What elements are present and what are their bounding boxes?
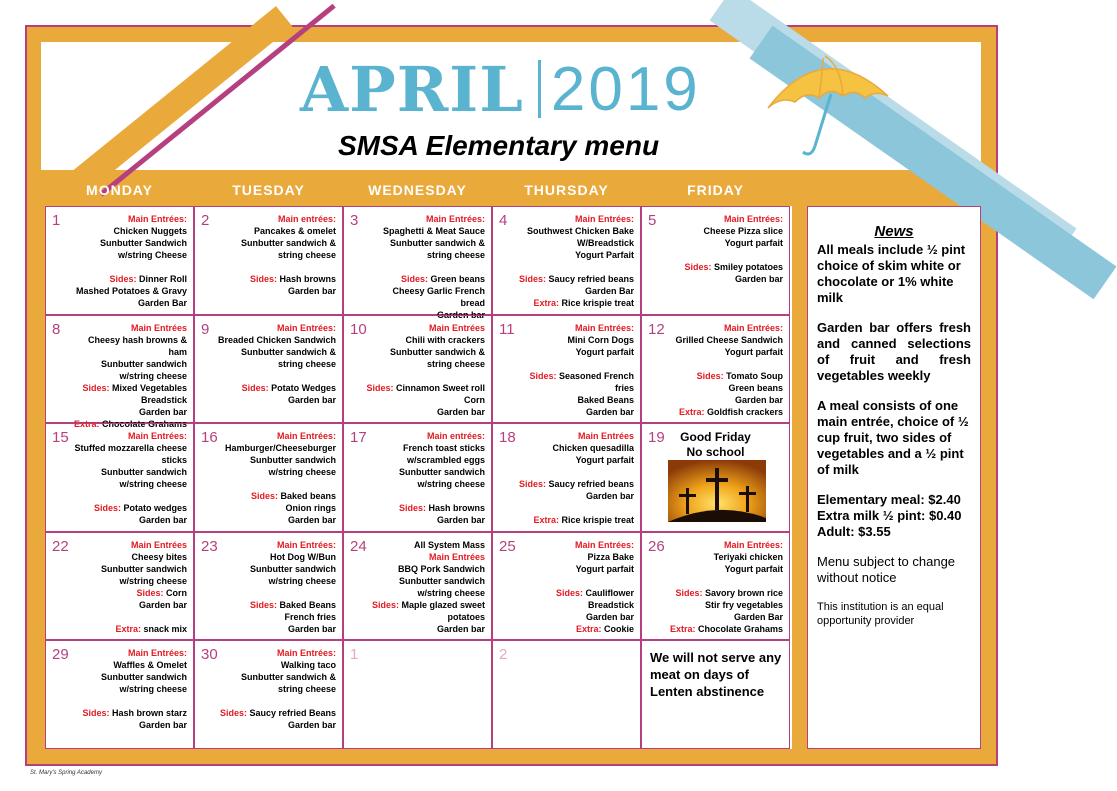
day-number: 4: [499, 212, 508, 229]
menu-item: Cheese Pizza slice: [703, 226, 783, 236]
menu-items: [664, 322, 783, 418]
menu-item: Garden Bar: [733, 611, 783, 622]
category-label: Sides:: [675, 587, 703, 598]
menu-item: French fries: [284, 611, 336, 622]
menu-item: [68, 502, 187, 514]
menu-item: Chicken quesadilla: [552, 443, 634, 454]
entree-label: Main Entrées: [577, 431, 634, 442]
day-cell: [194, 640, 343, 749]
spacer: [515, 502, 634, 514]
category-label: Sides:: [518, 479, 546, 490]
menu-item: Chicken Nuggets: [113, 226, 187, 236]
entree-label: Main entrées:: [426, 431, 485, 442]
menu-item: [366, 382, 485, 394]
menu-items: [515, 430, 634, 526]
category-label: Extra:: [533, 298, 559, 308]
weekday-wednesday: WEDNESDAY: [368, 182, 467, 198]
spacer: [217, 370, 336, 382]
day-number: 26: [648, 537, 665, 555]
menu-item-text: Tomato Soup: [723, 370, 783, 381]
menu-item: Sunbutter sandwich w/string cheese: [249, 455, 336, 478]
day-number: 5: [648, 212, 657, 229]
spacer: [366, 261, 485, 273]
menu-item: [366, 599, 485, 623]
menu-item: [515, 587, 634, 599]
menu-item: [664, 587, 783, 599]
price-extra-milk: Extra milk ½ pint: $0.40: [817, 508, 962, 523]
menu-item: Garden bar: [138, 515, 187, 526]
category-label: Extra:: [115, 623, 141, 634]
menu-item-text: Cauliflower: [582, 587, 634, 598]
category-label: Sides:: [82, 382, 110, 393]
menu-item: Pizza Bake: [587, 551, 634, 562]
menu-item: French toast sticks w/scrambled eggs: [402, 443, 485, 466]
menu-items: [366, 322, 485, 418]
menu-item-text: Hash browns: [276, 274, 336, 284]
category-label: Sides:: [219, 708, 247, 719]
category-label: Sides:: [696, 370, 724, 381]
category-label: Sides:: [250, 491, 278, 502]
calendar-grid: [45, 206, 792, 749]
day-number: 18: [499, 429, 516, 447]
weekday-monday: MONDAY: [86, 182, 153, 198]
category-label: Sides:: [249, 274, 277, 284]
menu-item: Garden Bar: [137, 298, 187, 308]
menu-item: Garden bar: [287, 515, 336, 526]
menu-item: Sunbutter sandwich w/string cheese: [100, 563, 187, 586]
spacer: [515, 466, 634, 478]
menu-item-text: Chocolate Grahams: [99, 418, 187, 429]
menu-item: Teriyaki chicken: [713, 551, 783, 562]
menu-items: [217, 213, 336, 297]
menu-item: Breadstick: [140, 394, 187, 405]
menu-item-text: Cookie: [601, 623, 634, 634]
menu-item: Garden bar: [436, 406, 485, 417]
month-title: APRIL: [300, 52, 524, 126]
entree-label: Main Entrées:: [276, 648, 336, 659]
menu-item-text: Saucy refried Beans: [246, 708, 336, 719]
lenten-notice: We will not serve any meat on days of Lenten abstinence: [650, 650, 782, 700]
menu-item-text: Baked Beans: [276, 599, 336, 610]
menu-item: [515, 478, 634, 490]
spacer: [68, 695, 187, 707]
menu-item-text: Potato Wedges: [268, 382, 336, 393]
footer-school-name: St. Mary's Spring Academy: [30, 770, 102, 776]
menu-item: Onion rings: [285, 503, 336, 514]
spacer: [664, 249, 783, 261]
year-title: 2019: [550, 54, 701, 124]
menu-item: Garden bar: [436, 515, 485, 526]
menu-items: [68, 430, 187, 526]
menu-item: Sunbutter sandwich & string cheese: [240, 672, 336, 695]
price-adult: Adult: $3.55: [817, 524, 891, 539]
menu-item: Yogurt parfait: [575, 346, 634, 357]
menu-item-text: Maple glazed sweet potatoes: [398, 599, 485, 622]
menu-item: Garden bar: [585, 406, 634, 417]
day-cell: [343, 640, 492, 749]
spacer: [217, 261, 336, 273]
menu-item: [515, 297, 634, 309]
day-cell: [641, 532, 790, 641]
menu-item: Yogurt Parfait: [575, 250, 634, 260]
menu-item: Garden bar: [436, 623, 485, 634]
day-cell: [641, 315, 790, 424]
menu-item: Sunbutter sandwich w/string cheese: [100, 467, 187, 490]
menu-item: Garden bar: [287, 286, 336, 296]
spacer: [68, 261, 187, 273]
menu-item-text: Cinnamon Sweet roll: [393, 382, 485, 393]
menu-item-text: Smiley potatoes: [711, 262, 783, 272]
day-number: 2: [499, 646, 508, 664]
menu-items: [217, 539, 336, 635]
entree-label: Main Entrées:: [723, 322, 783, 333]
menu-item: [515, 514, 634, 526]
spacer: [68, 611, 187, 623]
entree-label: Main Entrées:: [127, 214, 187, 224]
spacer: [515, 575, 634, 587]
day-cell: [45, 640, 194, 749]
day-number: 12: [648, 320, 665, 338]
weekday-header: [45, 176, 790, 204]
menu-item: Sunbutter sandwich & string cheese: [240, 346, 336, 369]
menu-items: [68, 539, 187, 635]
menu-item: Garden bar: [138, 720, 187, 731]
menu-item: Yogurt parfait: [724, 238, 783, 248]
menu-item-text: Dinner Roll: [136, 274, 187, 284]
entree-label: Main Entrées: [428, 551, 485, 562]
category-label: Sides:: [241, 382, 269, 393]
menu-item: Garden bar: [287, 623, 336, 634]
menu-item: Waffles & Omelet: [113, 660, 187, 671]
menu-item-text: snack mix: [140, 623, 187, 634]
spacer: [217, 478, 336, 490]
weekday-friday: FRIDAY: [687, 182, 744, 198]
entree-label: Main Entrées: [130, 539, 187, 550]
menu-item: [217, 382, 336, 394]
menu-item: Sunbutter sandwich & string cheese: [240, 238, 336, 260]
menu-item-text: Baked beans: [277, 491, 336, 502]
menu-subtitle: SMSA Elementary menu: [338, 130, 660, 161]
category-label: Sides:: [249, 599, 277, 610]
spacer: [366, 490, 485, 502]
day-cell: [492, 423, 641, 532]
menu-items: [515, 539, 634, 635]
category-label: Sides:: [371, 599, 399, 610]
category-label: Extra:: [575, 623, 602, 634]
news-meal-definition: A meal consists of one main entrée, choice of ½ cup fruit, two sides of vegetables and a ½ pint of milk: [817, 398, 969, 477]
news-milk: All meals include ½ pint choice of skim white or chocolate or 1% white milk: [817, 242, 966, 305]
menu-item: Stir fry vegetables: [704, 599, 783, 610]
menu-item: Garden bar: [734, 394, 783, 405]
day-cell: [194, 206, 343, 315]
menu-item: [68, 382, 187, 394]
spacer: [515, 358, 634, 370]
news-title: News: [874, 223, 914, 240]
day-number: 1: [52, 212, 61, 229]
entree-label: Main Entrées:: [276, 322, 336, 333]
spacer: [68, 490, 187, 502]
menu-item: Garden bar: [734, 274, 783, 284]
menu-items: [515, 213, 634, 309]
menu-item: Mashed Potatoes & Gravy: [75, 286, 187, 296]
menu-items: [68, 322, 187, 430]
menu-item-text: Potato wedges: [120, 503, 187, 514]
news-prices: [817, 492, 971, 540]
entree-label: Main Entrées: [130, 322, 187, 333]
crosses-sunset-icon: [668, 460, 766, 522]
day-number: 24: [350, 537, 367, 555]
menu-item: Yogurt parfait: [724, 346, 783, 357]
day-number: 2: [201, 212, 210, 229]
menu-item: Garden bar: [585, 611, 634, 622]
menu-item: [366, 502, 485, 514]
entree-label: Main Entrées:: [127, 431, 187, 442]
category-label: Extra:: [678, 406, 705, 417]
day-cell: [492, 640, 641, 749]
menu-item: [664, 370, 783, 382]
menu-item: Cheesy hash browns & ham: [87, 334, 187, 357]
day-number: 8: [52, 320, 61, 338]
spacer: [664, 575, 783, 587]
day-cell: [343, 423, 492, 532]
entree-label: Main Entrées:: [723, 539, 783, 550]
menu-item: Pancakes & omelet: [253, 226, 336, 236]
category-label: Sides:: [684, 262, 712, 272]
menu-item: Garden bar: [287, 394, 336, 405]
category-label: Sides:: [93, 503, 121, 514]
menu-item: Mini Corn Dogs: [567, 334, 634, 345]
menu-item-text: Rice krispie treat: [558, 515, 634, 526]
menu-item: [366, 273, 485, 285]
day-cell: [45, 423, 194, 532]
day-cell: [492, 532, 641, 641]
title-row: [300, 54, 701, 124]
menu-item: Green beans: [728, 382, 783, 393]
menu-item: Sunbutter sandwich w/string cheese: [398, 467, 485, 490]
entree-label: Main Entrées: [428, 322, 485, 333]
day-number: 17: [350, 429, 367, 447]
menu-item: [515, 273, 634, 285]
menu-item-text: Chocolate Grahams: [695, 623, 783, 634]
day-cell: [194, 532, 343, 641]
menu-item: BBQ Pork Sandwich: [397, 563, 485, 574]
day-cell: [641, 640, 790, 749]
entree-label: Main Entrées:: [425, 214, 485, 224]
menu-items: [217, 322, 336, 406]
menu-item: Chili with crackers: [405, 334, 485, 345]
category-label: Extra:: [669, 623, 696, 634]
category-label: Sides:: [555, 587, 583, 598]
menu-item: Hamburger/Cheeseburger: [224, 443, 336, 454]
menu-item: [664, 623, 783, 635]
menu-item: Good Friday: [680, 430, 751, 445]
spacer: [515, 261, 634, 273]
menu-item: Spaghetti & Meat Sauce: [382, 226, 485, 236]
entree-label: Main Entrées:: [127, 648, 187, 659]
menu-item: All System Mass: [413, 539, 485, 550]
menu-item-text: Green beans: [427, 274, 485, 284]
category-label: Sides:: [529, 370, 557, 381]
category-label: Extra:: [73, 418, 100, 429]
menu-items: [68, 647, 187, 731]
menu-item: Sunbutter sandwich w/string cheese: [398, 575, 485, 598]
menu-item: Cheesy Garlic French bread: [392, 286, 485, 308]
category-label: Sides:: [366, 382, 394, 393]
menu-item: Walking taco: [280, 660, 336, 671]
entree-label: Main Entrées:: [723, 214, 783, 224]
day-number: 16: [201, 429, 218, 447]
menu-items: [664, 213, 783, 285]
menu-item: Sunbutter Sandwich w/string Cheese: [99, 238, 187, 260]
menu-items: [217, 647, 336, 731]
menu-item: Stuffed mozzarella cheese sticks: [74, 443, 187, 466]
menu-item: Sunbutter sandwich & string cheese: [389, 346, 485, 369]
spacer: [366, 370, 485, 382]
news-garden-bar: Garden bar offers fresh and canned selections of fruit and fresh vegetables weekly: [817, 320, 971, 383]
menu-item-text: Corn: [163, 587, 187, 598]
menu-item-text: Hash brown starz: [109, 708, 187, 719]
menu-item-text: Savory brown rice: [702, 587, 783, 598]
news-panel: [807, 206, 981, 749]
menu-item: Cheesy bites: [131, 551, 187, 562]
day-number: 15: [52, 429, 69, 447]
day-cell: [343, 206, 492, 320]
day-cell: [641, 423, 790, 532]
menu-item: [68, 587, 187, 599]
menu-item: Yogurt parfait: [575, 563, 634, 574]
day-cell: [492, 315, 641, 424]
weekday-tuesday: TUESDAY: [232, 182, 305, 198]
day-cell: [343, 315, 492, 424]
news-equal-opportunity: This institution is an equal opportunity provider: [817, 601, 944, 627]
day-cell: [194, 315, 343, 424]
menu-item: [515, 623, 634, 635]
day-number: 29: [52, 646, 69, 664]
category-label: Extra:: [533, 515, 559, 526]
menu-item-text: Goldfish crackers: [704, 406, 783, 417]
menu-items: [664, 539, 783, 635]
menu-item: Garden bar: [138, 599, 187, 610]
menu-item: Southwest Chicken Bake W/Breadstick: [526, 226, 634, 248]
entree-label: Main entrées:: [277, 214, 336, 224]
menu-item: Breaded Chicken Sandwich: [217, 334, 336, 345]
day-number: 3: [350, 212, 359, 229]
menu-item: [217, 490, 336, 502]
menu-item-text: Mixed Vegetables: [109, 382, 187, 393]
menu-item: [68, 273, 187, 285]
day-cell: [45, 315, 194, 429]
day-cell: [343, 532, 492, 641]
day-number: 11: [499, 320, 515, 338]
menu-item-text: Hash browns: [425, 503, 485, 514]
menu-item: Breadstick: [587, 599, 634, 610]
menu-item: Hot Dog W/Bun: [270, 551, 336, 562]
menu-item: Yogurt parfait: [575, 455, 634, 466]
menu-item: [68, 707, 187, 719]
menu-item: Grilled Cheese Sandwich: [675, 334, 783, 345]
menu-item-text: Saucy refried beans: [545, 274, 634, 284]
menu-item: [217, 707, 336, 719]
day-cell: [492, 206, 641, 315]
day-number: 10: [350, 320, 367, 338]
category-label: Sides:: [400, 274, 428, 284]
entree-label: Main Entrées:: [574, 214, 634, 224]
category-label: Sides:: [109, 274, 137, 284]
entree-label: Main Entrées:: [276, 539, 336, 550]
menu-items: [515, 322, 634, 418]
category-label: Sides:: [82, 708, 110, 719]
news-change-notice: Menu subject to change without notice: [817, 554, 956, 585]
menu-item-text: Rice krispie treat: [558, 298, 634, 308]
spacer: [217, 695, 336, 707]
menu-items: [366, 539, 485, 635]
price-elementary: Elementary meal: $2.40: [817, 492, 961, 507]
menu-items: [648, 430, 783, 460]
menu-item: [664, 261, 783, 273]
menu-item: Sunbutter sandwich & string cheese: [389, 238, 485, 260]
day-cell: [45, 532, 194, 641]
umbrella-icon: [763, 46, 893, 164]
menu-item: No school: [686, 445, 745, 460]
menu-item: Sunbutter sandwich w/string cheese: [100, 358, 187, 381]
day-cell: [641, 206, 790, 315]
menu-item: [515, 370, 634, 394]
category-label: Sides:: [518, 274, 546, 284]
day-cell: [45, 206, 194, 315]
menu-item: [664, 406, 783, 418]
day-number: 1: [350, 646, 359, 664]
menu-items: [366, 213, 485, 321]
menu-item: Sunbutter sandwich w/string cheese: [100, 672, 187, 695]
day-number: 23: [201, 537, 218, 555]
menu-items: [217, 430, 336, 526]
menu-item: [68, 623, 187, 635]
title-separator: [538, 60, 541, 118]
menu-item-text: Saucy refried beans: [545, 479, 634, 490]
menu-item: Baked Beans: [577, 394, 634, 405]
day-number: 9: [201, 320, 210, 338]
menu-item: Garden Bar: [584, 286, 634, 296]
day-number: 25: [499, 537, 516, 555]
entree-label: Main Entrées:: [574, 539, 634, 550]
category-label: Sides:: [398, 503, 426, 514]
category-label: Sides:: [136, 587, 164, 598]
menu-items: [68, 213, 187, 309]
menu-item: Corn: [464, 394, 485, 405]
entree-label: Main Entrées:: [276, 431, 336, 442]
menu-items: [366, 430, 485, 526]
spacer: [664, 358, 783, 370]
day-number: 22: [52, 537, 69, 555]
menu-item: [217, 273, 336, 285]
menu-item: Garden bar: [138, 406, 187, 417]
menu-item: Garden bar: [287, 720, 336, 731]
entree-label: Main Entrées:: [574, 322, 634, 333]
menu-item: Garden bar: [585, 491, 634, 502]
menu-item: Sunbutter sandwich w/string cheese: [249, 563, 336, 586]
day-number: 19: [648, 429, 665, 447]
spacer: [217, 587, 336, 599]
weekday-thursday: THURSDAY: [524, 182, 609, 198]
menu-item: Garden bar: [436, 310, 485, 320]
menu-item: Yogurt parfait: [724, 563, 783, 574]
day-cell: [194, 423, 343, 532]
day-number: 30: [201, 646, 218, 664]
menu-item-text: Seasoned French fries: [556, 370, 634, 393]
menu-item: [217, 599, 336, 611]
